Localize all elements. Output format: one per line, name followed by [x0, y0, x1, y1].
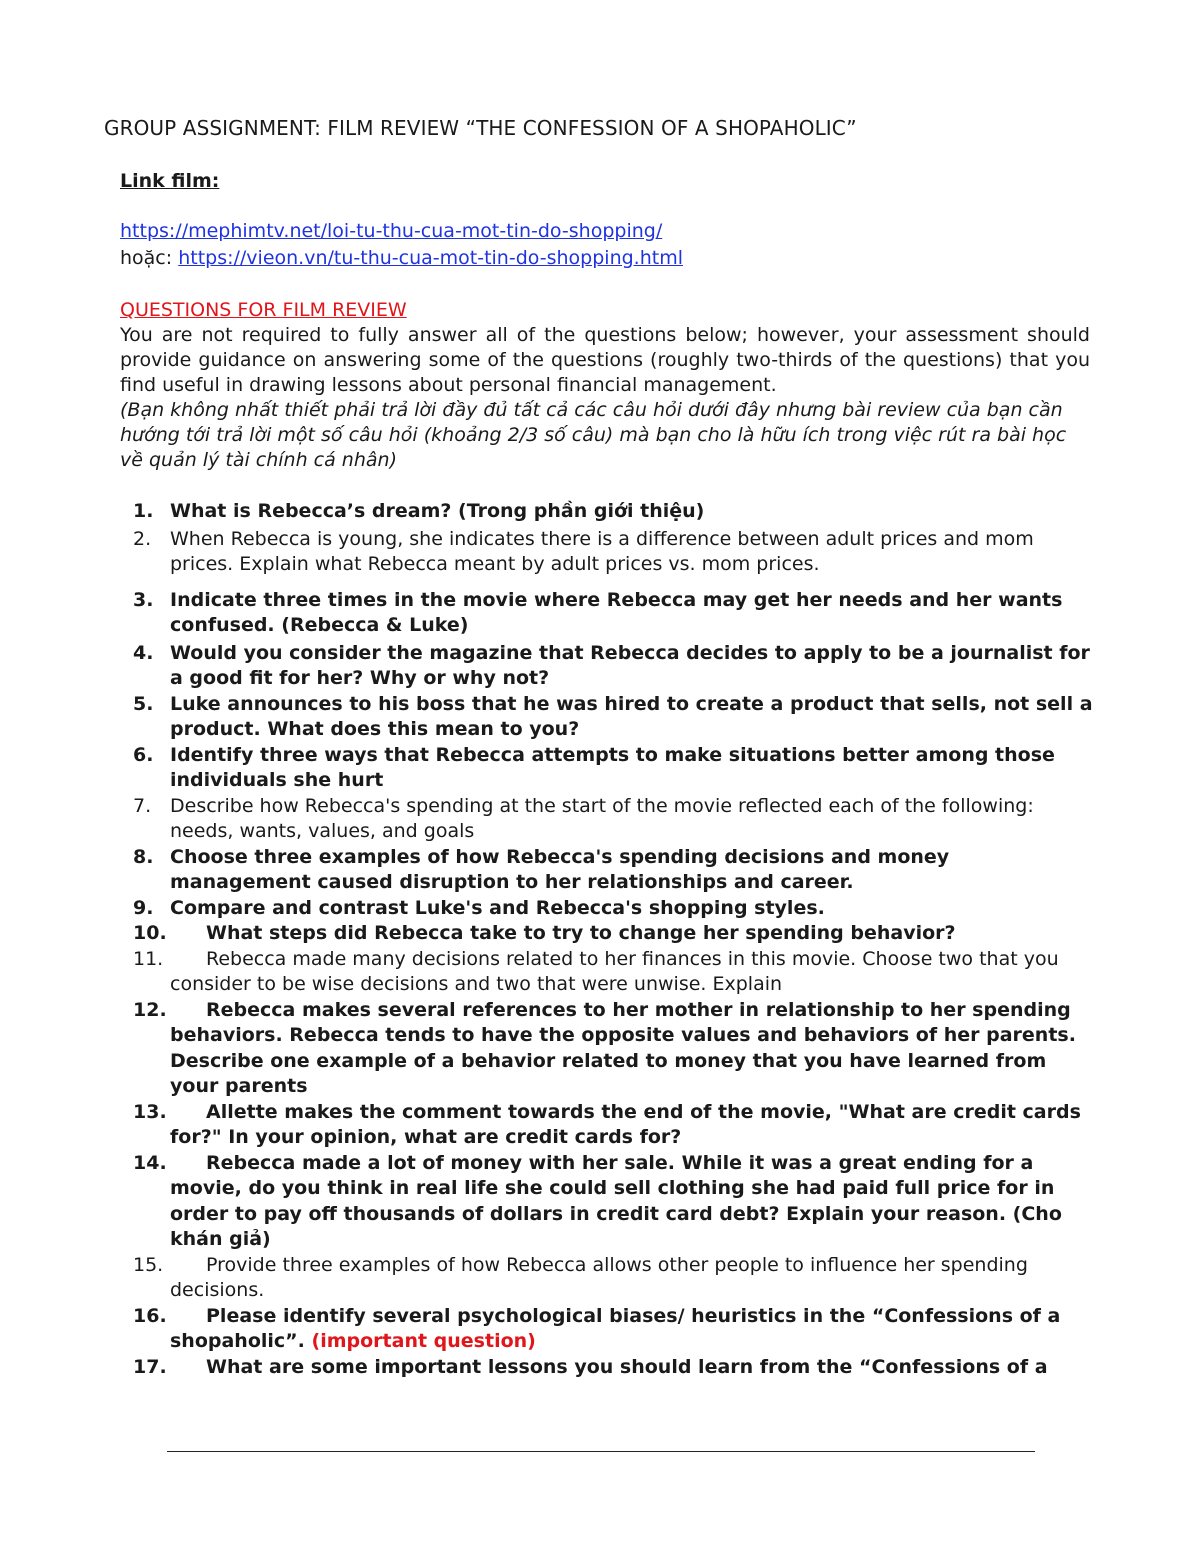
question-text: Would you consider the magazine that Rebecca decides to apply to be a journalist for a good fit for her? Why or why not?: [170, 641, 1090, 689]
question-number: 11.: [133, 947, 164, 970]
question-text: What are some important lessons you should learn from the “Confessions of a: [206, 1355, 1048, 1378]
question-item: [120, 743, 1095, 794]
question-item: [120, 527, 1095, 578]
question-item: [120, 998, 1095, 1100]
question-text: When Rebecca is young, she indicates there is a difference between adult prices and mom prices. Explain what Rebecca meant by adult prices vs. mom prices.: [170, 527, 1034, 575]
question-number: 5.: [133, 692, 154, 715]
link-prefix: hoặc:: [120, 247, 179, 269]
question-text: Indicate three times in the movie where Rebecca may get her needs and her wants confused. (Rebecca & Luke): [170, 588, 1063, 636]
question-item: [120, 896, 1095, 922]
link-line-1: [120, 218, 1095, 245]
question-number: 2.: [133, 527, 152, 550]
intro-vietnamese: (Bạn không nhất thiết phải trả lời đầy đủ tất cả các câu hỏi dưới đây nhưng bài review của bạn cần hướng tới trả lời một số câu hỏi (khoảng 2/3 số câu) mà bạn cho là hữu ích trong việc rút ra bài học về quản lý tài chính cá nhân): [120, 399, 1067, 471]
document-page: [104, 110, 1095, 1380]
question-number: 10.: [133, 922, 167, 944]
question-item: [120, 845, 1095, 896]
question-number: 9.: [133, 896, 154, 919]
question-text: Allette makes the comment towards the end of the movie, "What are credit cards for?" In your opinion, what are credit cards for?: [170, 1100, 1081, 1148]
question-number: 12.: [133, 998, 167, 1021]
question-number: 14.: [133, 1151, 167, 1174]
question-item: [120, 1304, 1095, 1355]
question-number: 16.: [133, 1304, 167, 1327]
intro-english: You are not required to fully answer all of the questions below; however, your assessment should provide guidance on answering some of the questions (roughly two-thirds of the questions) that you find useful in drawing lessons about personal financial management.: [120, 324, 1090, 396]
question-text: Please identify several psychological biases/ heuristics in the “Confessions of a shopaholic”.: [170, 1304, 1061, 1352]
question-number: 13.: [133, 1100, 167, 1123]
question-number: 3.: [133, 588, 154, 611]
question-item: [120, 1151, 1095, 1253]
question-text: Identify three ways that Rebecca attempts to make situations better among those individuals she hurt: [170, 743, 1055, 791]
question-number: 4.: [133, 641, 154, 664]
footer-divider: [167, 1451, 1035, 1452]
question-number: 6.: [133, 743, 154, 766]
question-list: [120, 499, 1095, 1380]
question-text: Rebecca made many decisions related to her finances in this movie. Choose two that you consider to be wise decisions and two that were unwise. Explain: [170, 947, 1059, 995]
question-item: [120, 1253, 1095, 1304]
link-label: Link film:: [120, 170, 220, 192]
question-text: Rebecca makes several references to her mother in relationship to her spending behaviors. Rebecca tends to have the opposite values and behaviors of her parents. Describe one example of a behavior related to money that you have learned from your parents: [170, 998, 1076, 1097]
question-item: [120, 499, 1095, 525]
question-number: 8.: [133, 845, 154, 868]
question-number: 1.: [133, 500, 154, 522]
question-number: 17.: [133, 1355, 167, 1378]
film-link-mephimtv[interactable]: https://mephimtv.net/loi-tu-thu-cua-mot-tin-do-shopping/: [120, 220, 663, 242]
question-text: Choose three examples of how Rebecca's spending decisions and money management caused disruption to her relationships and career.: [170, 845, 950, 893]
question-item: [120, 692, 1095, 743]
questions-heading: QUESTIONS FOR FILM REVIEW: [120, 299, 407, 321]
question-text: Describe how Rebecca's spending at the start of the movie reflected each of the following: needs, wants, values, and goals: [170, 794, 1034, 842]
question-item: [120, 588, 1095, 639]
question-text: Provide three examples of how Rebecca allows other people to influence her spending decisions.: [170, 1253, 1028, 1301]
question-text: Luke announces to his boss that he was hired to create a product that sells, not sell a product. What does this mean to you?: [170, 692, 1093, 740]
question-item: [120, 921, 1095, 947]
question-text: Compare and contrast Luke's and Rebecca's shopping styles.: [170, 896, 825, 919]
question-item: [120, 794, 1095, 845]
link-line-2: [120, 245, 1095, 272]
question-item: [120, 947, 1095, 998]
question-text: Rebecca made a lot of money with her sale. While it was a great ending for a movie, do you think in real life she could sell clothing she had paid full price for in order to pay off thousands of dollars in credit card debt? Explain your reason. (Cho khán giả): [170, 1151, 1062, 1250]
question-text: What steps did Rebecca take to try to change her spending behavior?: [206, 922, 956, 944]
page-title: GROUP ASSIGNMENT: FILM REVIEW “THE CONFESSION OF A SHOPAHOLIC”: [104, 116, 857, 140]
question-item: [120, 1355, 1095, 1381]
question-item: [120, 1100, 1095, 1151]
film-link-vieon[interactable]: https://vieon.vn/tu-thu-cua-mot-tin-do-shopping.html: [178, 247, 683, 269]
question-text: What is Rebecca’s dream? (Trong phần giới thiệu): [170, 500, 705, 522]
question-number: 7.: [133, 794, 152, 817]
question-number: 15.: [133, 1253, 164, 1276]
important-note: (important question): [311, 1330, 536, 1352]
question-item: [120, 641, 1095, 692]
